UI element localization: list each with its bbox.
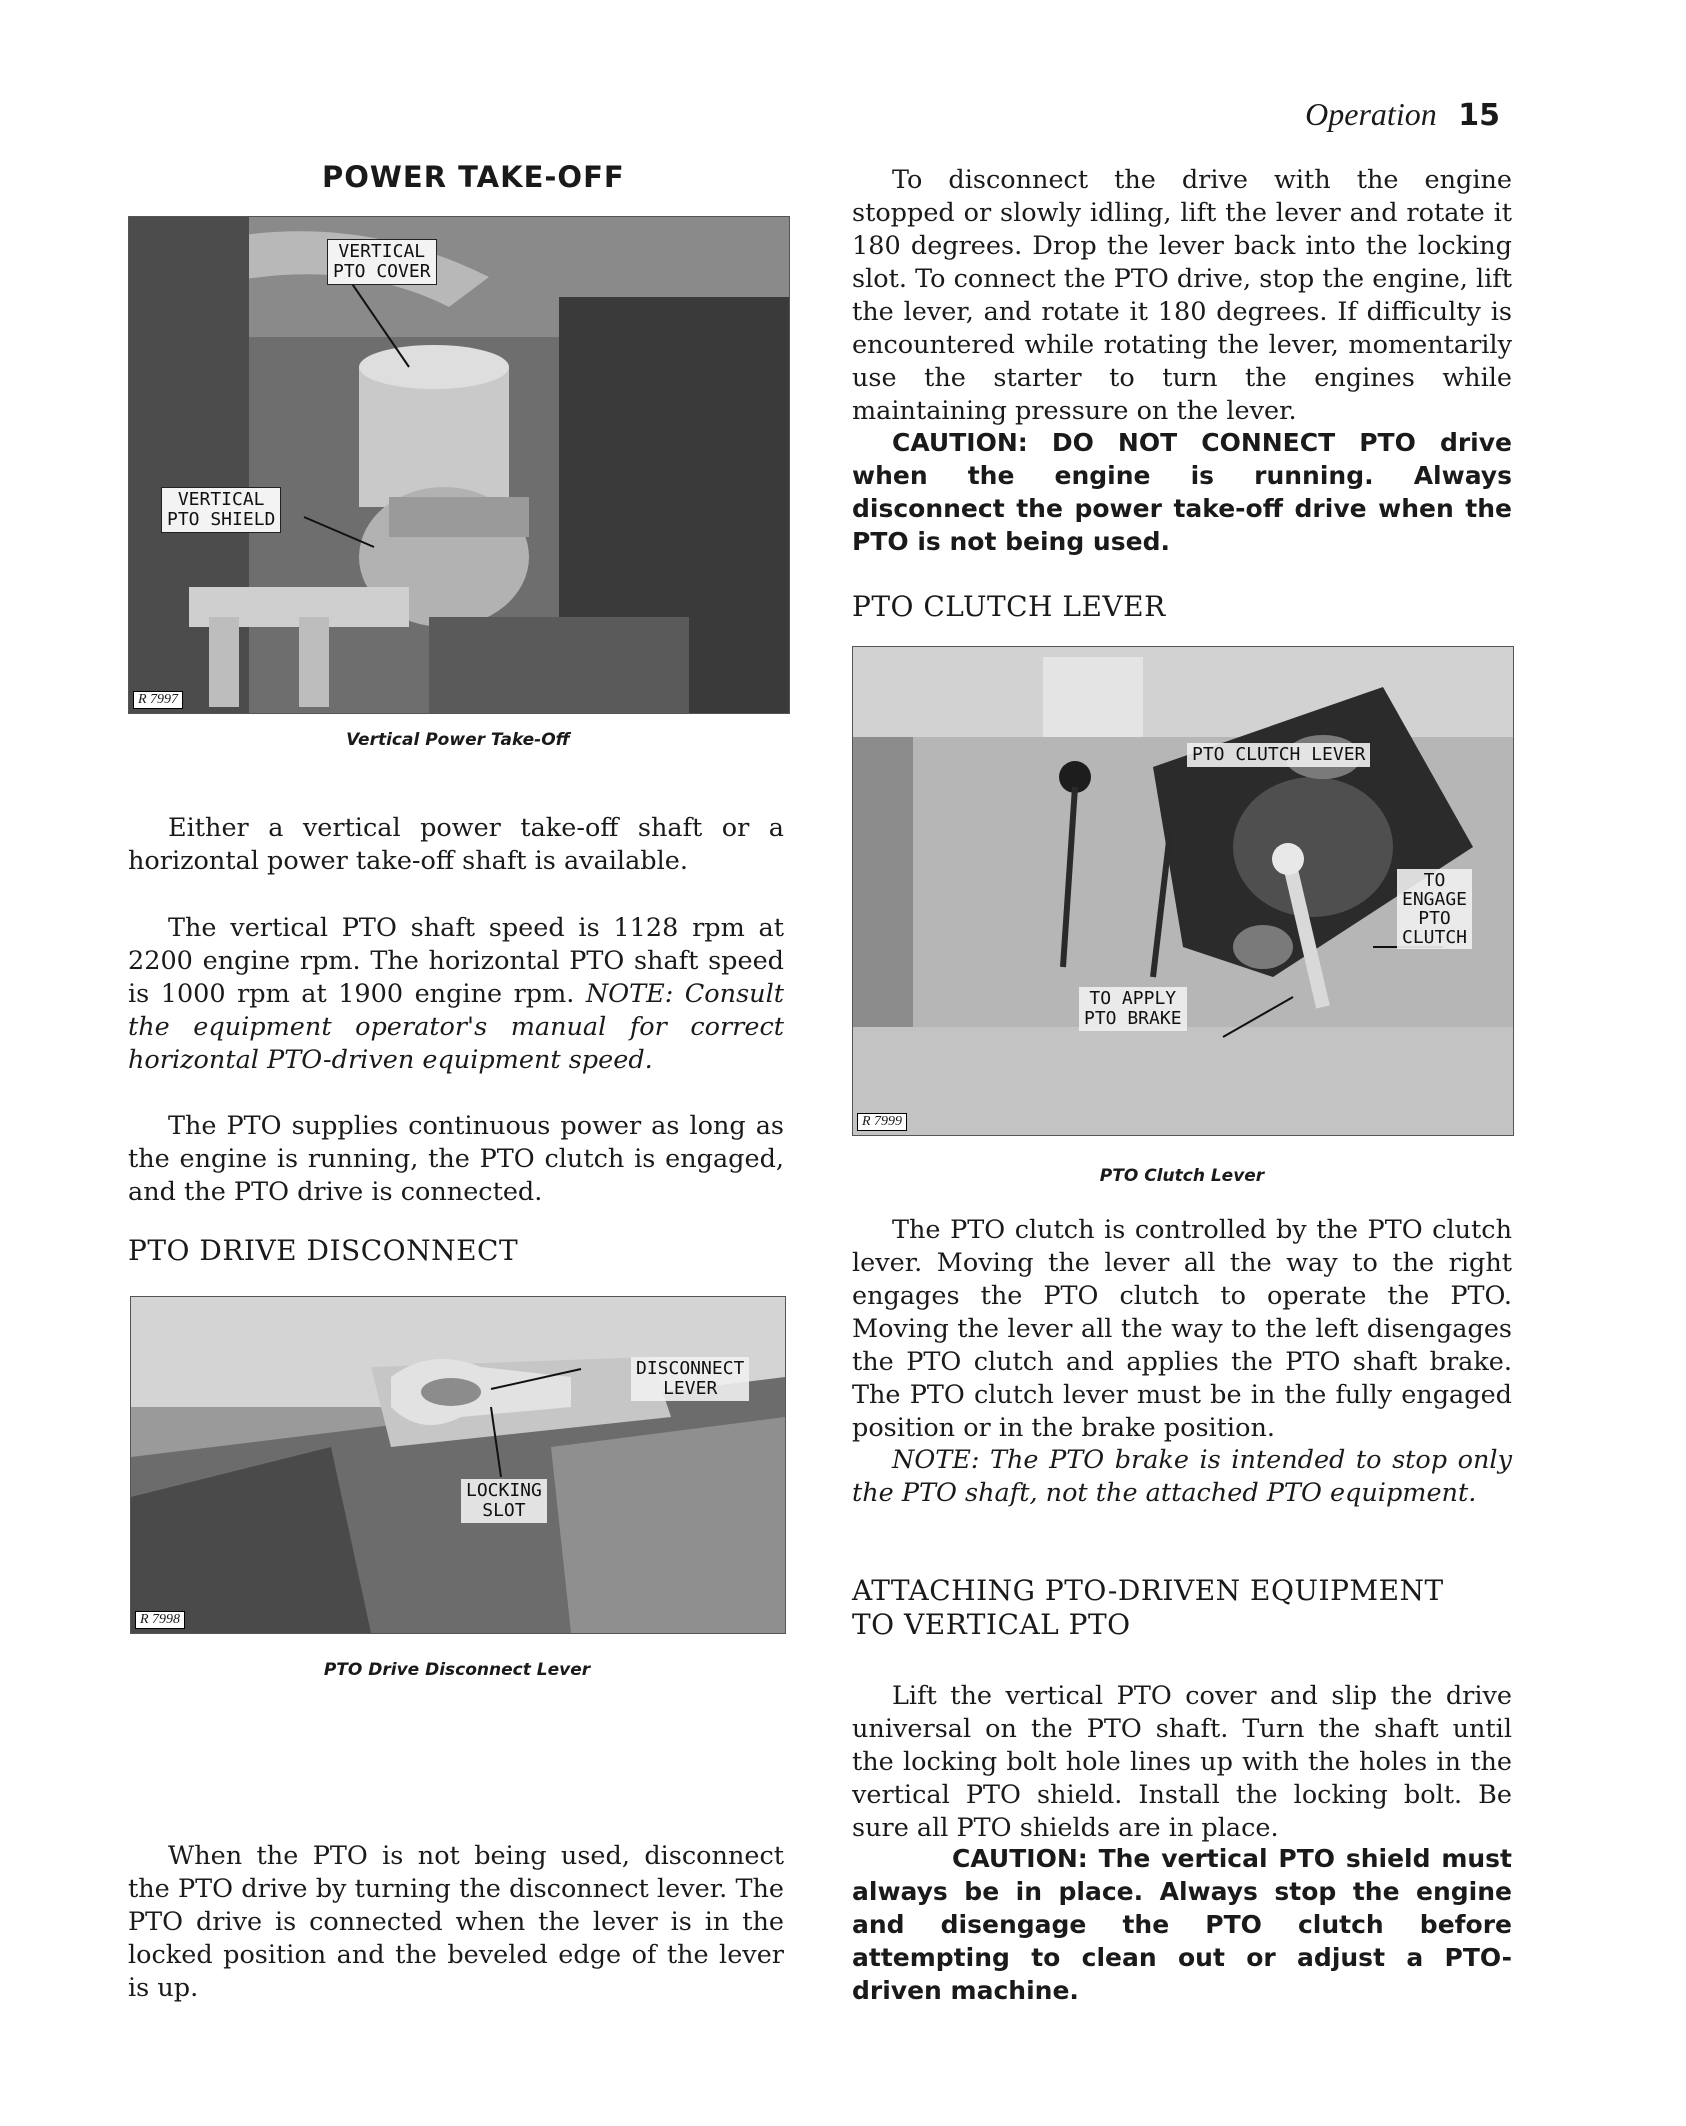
disconnect-lever-photo [130,1296,786,1634]
paragraph-text: When the PTO is not being used, disconnect the PTO drive by turning the disconnect lever. The PTO drive is connected when the lever is in the locked position and the beveled edge of the lever is up. [128,1841,784,2003]
vertical-pto-photo [128,216,790,714]
note-text: NOTE: The PTO brake is intended to stop only the PTO shaft, not the attached PTO equipment. [852,1445,1512,1508]
to-apply-brake-label [1079,987,1187,1031]
note-text: NOTE: Consult the equipment operator's manual for correct horizontal PTO-driven equipment speed. [128,979,784,1075]
label-line: PTO SHIELD [167,509,276,530]
caution-text: CAUTION: DO NOT CONNECT PTO drive when the engine is running. Always disconnect the power take-off drive when the PTO is not being used. [852,428,1512,556]
vertical-pto-cover-label [327,239,437,285]
paragraph [852,164,1512,428]
figure-caption: PTO Drive Disconnect Lever [323,1660,591,1680]
page-number: 15 [1458,98,1500,133]
label-line: PTO [1418,908,1451,929]
paragraph [128,912,784,1077]
disconnect-lever-label [631,1357,749,1401]
power-take-off-heading: POWER TAKE-OFF [322,160,625,194]
label-line: PTO CLUTCH LEVER [1192,744,1366,765]
paragraph [128,812,784,878]
paragraph [852,1680,1512,1845]
label-line: PTO BRAKE [1084,1008,1182,1029]
paragraph [128,1110,784,1209]
paragraph-text: Lift the vertical PTO cover and slip the drive universal on the PTO shaft. Turn the shaft until the locking bolt hole lines up with the holes in the vertical PTO shield. Install the locking bolt. Be sure all PTO shields are in place. [852,1681,1512,1843]
label-line: ENGAGE [1402,889,1468,910]
paragraph-text: The PTO clutch is controlled by the PTO clutch lever. Moving the lever all the way to the right engages the PTO clutch to operate the PTO. Moving the lever all the way to the left disengages the PTO clutch and applies the PTO shaft brake. The PTO clutch lever must be in the fully engaged position or in the brake position. [852,1215,1512,1443]
pto-clutch-lever-photo [852,646,1514,1136]
paragraph-text: The vertical PTO shaft speed is 1128 rpm at 2200 engine rpm. The horizontal PTO shaft speed is 1000 rpm at 1900 engine rpm. [128,913,784,1009]
figure-id: R 7997 [133,691,183,709]
running-header [1305,96,1500,133]
vertical-pto-shield-label [161,487,281,533]
caution-text: CAUTION: The vertical PTO shield must always be in place. Always stop the engine and disengage the PTO clutch before attempting to clean out or adjust a PTO-driven machine. [852,1844,1512,2005]
section-title: Operation [1305,96,1437,132]
label-line: LOCKING [466,1480,542,1501]
pto-clutch-lever-label [1187,743,1370,767]
attaching-equipment-heading: ATTACHING PTO-DRIVEN EQUIPMENT TO VERTICAL PTO [852,1574,1444,1641]
label-line: SLOT [482,1500,526,1521]
label-line: CLUTCH [1402,927,1468,948]
figure-caption: Vertical Power Take-Off [346,730,570,750]
pto-drive-disconnect-heading: PTO DRIVE DISCONNECT [128,1234,519,1267]
figure-caption: PTO Clutch Lever [1099,1166,1265,1186]
paragraph-text: Either a vertical power take-off shaft or a horizontal power take-off shaft is available. [128,813,784,876]
label-line: DISCONNECT [636,1358,745,1379]
label-line: TO APPLY [1089,988,1177,1009]
figure-id: R 7999 [857,1113,907,1131]
label-line: VERTICAL [338,241,426,262]
label-line: TO [1423,870,1446,891]
paragraph-text: To disconnect the drive with the engine stopped or slowly idling, lift the lever and rotate it 180 degrees. Drop the lever back into the locking slot. To connect the PTO drive, stop the engine, lift the lever, and rotate it 180 degrees. If difficulty is encountered while rotating the lever, momentarily use the starter to turn the engines while maintaining pressure on the lever. [852,165,1512,426]
paragraph [128,1840,784,2005]
pto-clutch-lever-heading: PTO CLUTCH LEVER [852,590,1166,623]
paragraph [852,1214,1512,1445]
locking-slot-label [461,1479,547,1523]
label-line: LEVER [663,1378,718,1399]
label-line: PTO COVER [333,261,431,282]
paragraph-text: The PTO supplies continuous power as long as the engine is running, the PTO clutch is engaged, and the PTO drive is connected. [128,1111,784,1207]
label-line: VERTICAL [177,489,265,510]
figure-id: R 7998 [135,1611,185,1629]
to-engage-label [1397,869,1472,949]
